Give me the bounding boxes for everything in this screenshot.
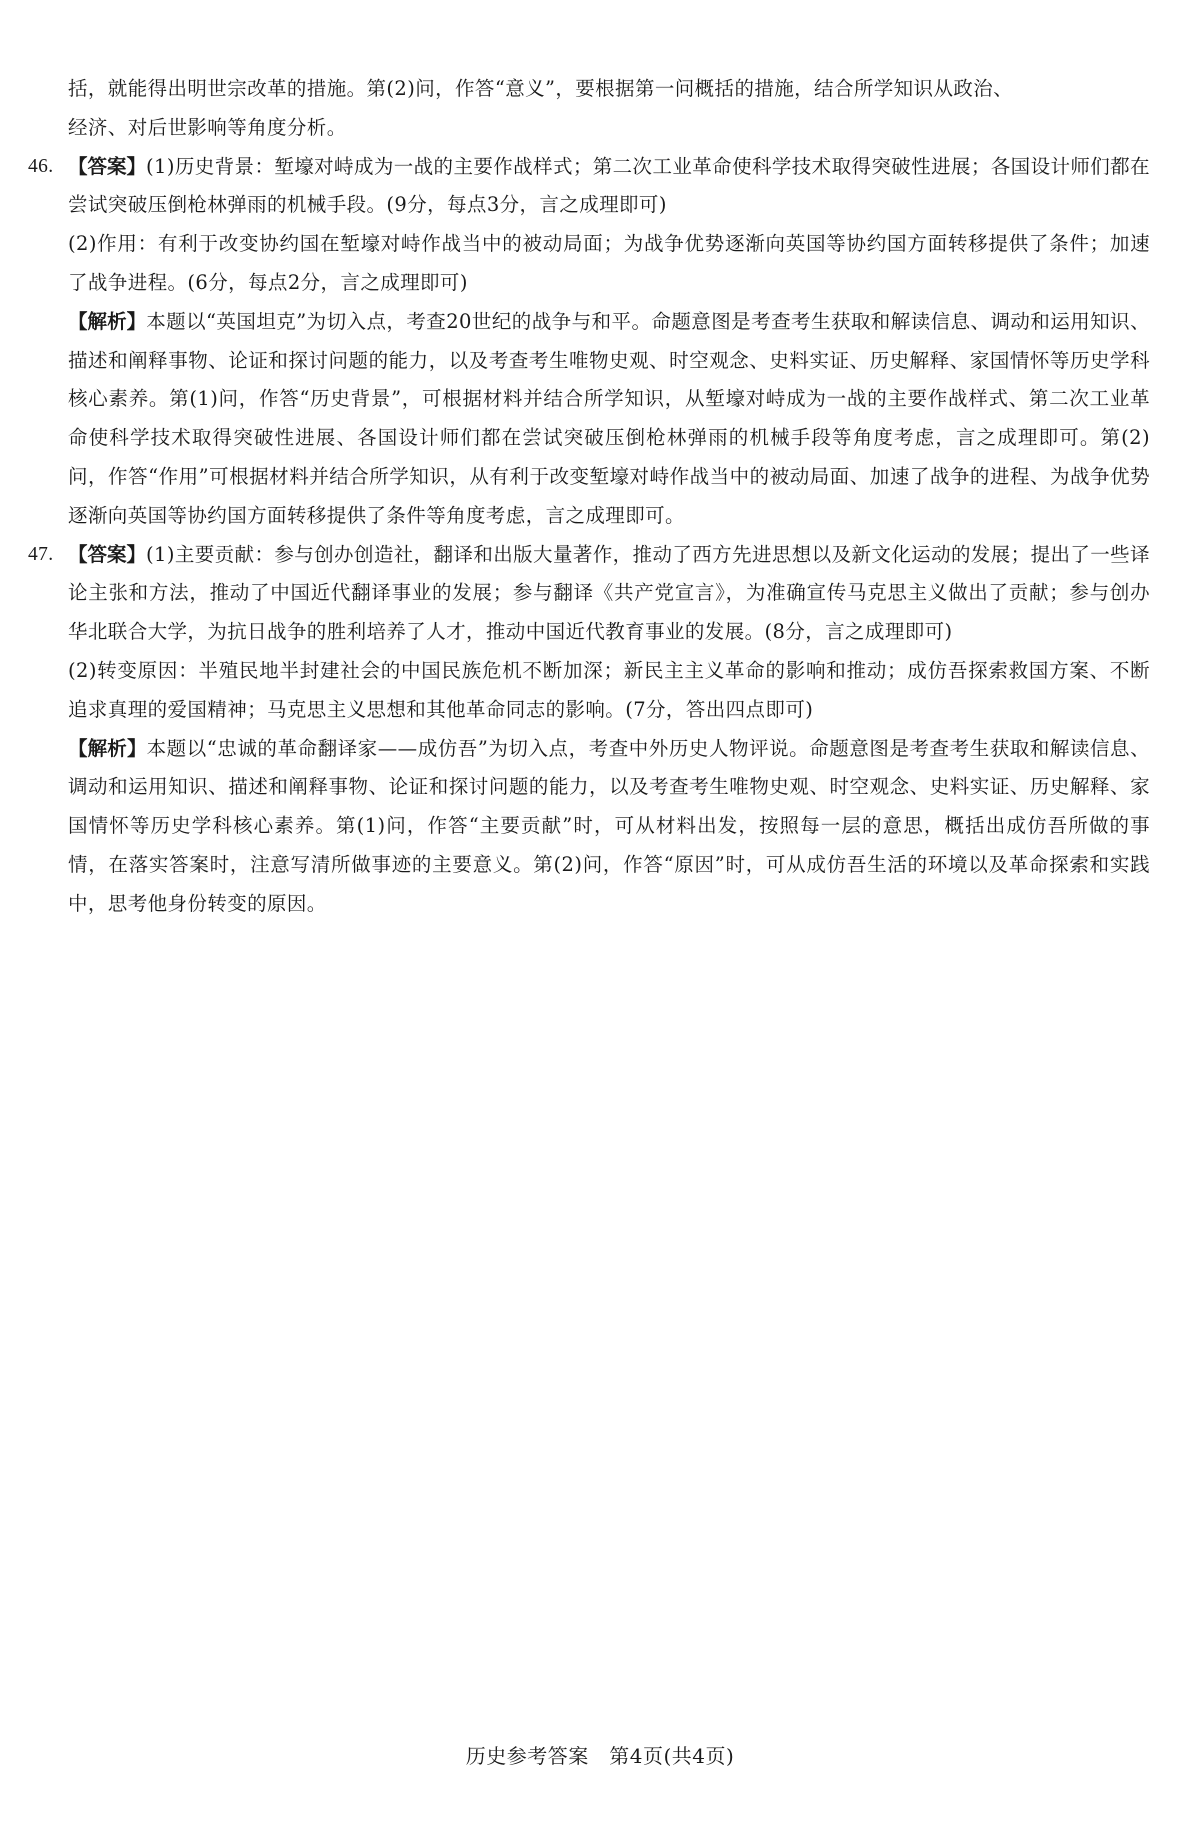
- q46-answer-label: 【答案】: [68, 154, 147, 178]
- q47-answer-label: 【答案】: [68, 542, 147, 566]
- question-47-number: 47.: [28, 543, 54, 565]
- q47-answer-part-1-text: (1)主要贡献：参与创办创造社，翻译和出版大量著作，推动了西方先进思想以及新文化运动的发展；提出了一些译论主张和方法，推动了中国近代翻译事业的发展；参与翻译《共产党宣言》，为准确宣传马克思主义做出了贡献；参与创办华北联合大学，为抗日战争的胜利培养了人才，推动中国近代教育事业的发展。(8分，言之成理即可): [68, 542, 1150, 644]
- q46-answer-part-2: (2)作用：有利于改变协约国在堑壕对峙作战当中的被动局面；为战争优势逐渐向英国等协约国方面转移提供了条件；加速了战争进程。(6分，每点2分，言之成理即可): [68, 232, 1150, 294]
- q46-analysis-label: 【解析】: [68, 309, 147, 333]
- question-46-number: 46.: [28, 155, 54, 177]
- q46-analysis: [68, 303, 1150, 536]
- page-footer: 历史参考答案 第4页(共4页): [465, 1744, 735, 1768]
- page-content: [28, 70, 1150, 924]
- q46-answer-part-1-text: (1)历史背景：堑壕对峙成为一战的主要作战样式；第二次工业革命使科学技术取得突破性进展；各国设计师们都在尝试突破压倒枪林弹雨的机械手段。(9分，每点3分，言之成理即可): [68, 154, 1150, 217]
- q47-analysis-label: 【解析】: [68, 736, 147, 760]
- q47-analysis: [68, 730, 1150, 924]
- q47-answer-part-1: [68, 536, 1150, 652]
- q47-answer-part-2: (2)转变原因：半殖民地半封建社会的中国民族危机不断加深；新民主主义革命的影响和推动；成仿吾探索救国方案、不断追求真理的爱国精神；马克思主义思想和其他革命同志的影响。(7分，答出四点即可): [68, 658, 1150, 721]
- question-47: [28, 536, 1150, 924]
- question-46: [28, 148, 1150, 536]
- q46-analysis-text: 本题以“英国坦克”为切入点，考查20世纪的战争与和平。命题意图是考查考生获取和解读信息、调动和运用知识、描述和阐释事物、论证和探讨问题的能力，以及考查考生唯物史观、时空观念、史料实证、历史解释、家国情怀等历史学科核心素养。第(1)问，作答“历史背景”，可根据材料并结合所学知识，从堑壕对峙成为一战的主要作战样式、第二次工业革命使科学技术取得突破性进展、各国设计师们都在尝试突破压倒枪林弹雨的机械手段等角度考虑，言之成理即可。第(2)问，作答“作用”可根据材料并结合所学知识，从有利于改变堑壕对峙作战当中的被动局面、加速了战争的进程、为战争优势逐渐向英国等协约国方面转移提供了条件等角度考虑，言之成理即可。: [68, 309, 1150, 527]
- continuation-line-1: 括，就能得出明世宗改革的措施。第(2)问，作答“意义”，要根据第一问概括的措施，结合所学知识从政治、: [68, 77, 1014, 100]
- previous-question-continuation: [68, 70, 1150, 148]
- continuation-line-2: 经济、对后世影响等角度分析。: [68, 115, 347, 139]
- q46-answer-part-1: [68, 148, 1150, 226]
- q47-analysis-text: 本题以“忠诚的革命翻译家——成仿吾”为切入点，考查中外历史人物评说。命题意图是考查考生获取和解读信息、调动和运用知识、描述和阐释事物、论证和探讨问题的能力，以及考查考生唯物史观、时空观念、史料实证、历史解释、家国情怀等历史学科核心素养。第(1)问，作答“主要贡献”时，可从材料出发，按照每一层的意思，概括出成仿吾所做的事情，在落实答案时，注意写清所做事迹的主要意义。第(2)问，作答“原因”时，可从成仿吾生活的环境以及革命探索和实践中，思考他身份转变的原因。: [68, 736, 1150, 915]
